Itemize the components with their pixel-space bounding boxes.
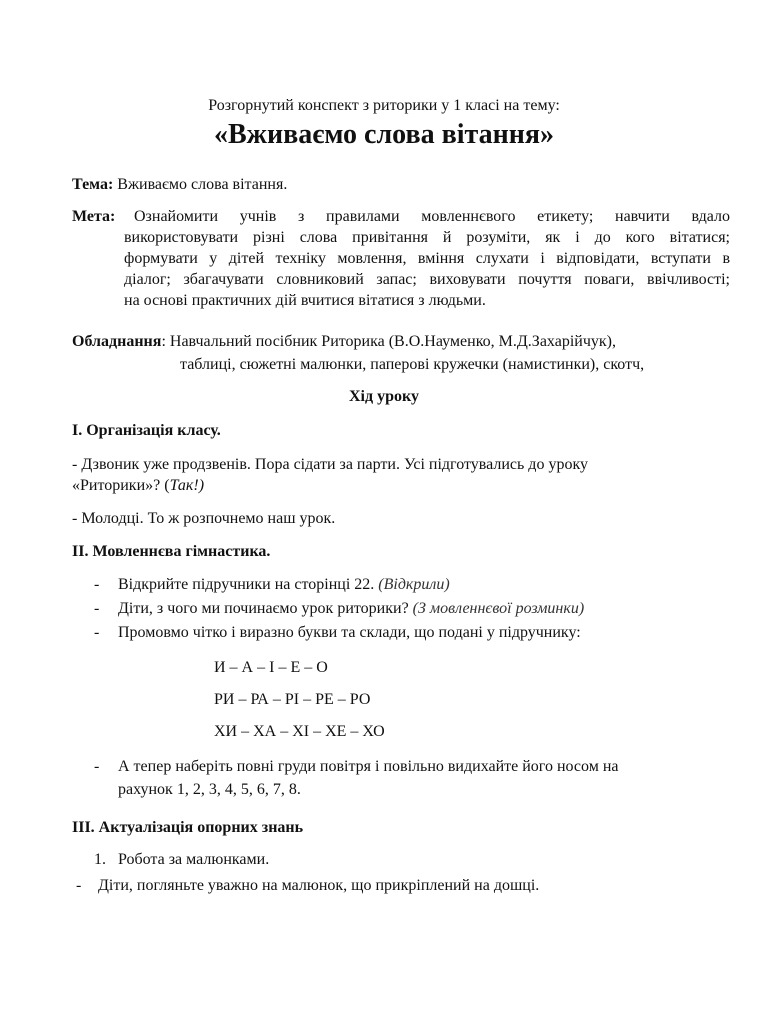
section2-item-2: [118, 598, 584, 619]
syllables-row-3: ХИ – ХА – ХІ – ХЕ – ХО: [214, 723, 385, 740]
topic-line: [72, 174, 287, 195]
section1-para1-text: «Риторики»? (: [72, 477, 170, 494]
section2-item-3: Промовмо чітко і виразно букви та склади, що подані у підручнику:: [118, 624, 581, 641]
section3-heading: ІІІ. Актуалізація опорних знань: [72, 819, 304, 836]
section1-para2: - Молодці. То ж розпочнемо наш урок.: [72, 510, 336, 527]
doc-title: «Вживаємо слова вітання»: [213, 119, 554, 150]
section2-item-2-text: Діти, з чого ми починаємо урок риторики?: [118, 600, 413, 617]
section2-bullet: -: [94, 600, 100, 617]
section3-number: 1.: [94, 851, 106, 868]
goal-line-4: діалог; збагачувати словниковий запас; виховувати почуття поваги, ввічливості;: [124, 271, 730, 288]
goal-line-3: формувати у дітей техніку мовлення, вміння слухати і відповідати, вступати в: [124, 250, 730, 267]
syllables-row-1: И – А – І – Е – О: [214, 659, 328, 676]
equipment-label: Обладнання: [72, 333, 162, 350]
topic-label: Тема:: [72, 176, 114, 193]
goal-label: Мета:: [72, 208, 116, 225]
section1-para1-answer: Так!): [169, 477, 205, 494]
goal-line-5: на основі практичних дій вчитися вітатися з людьми.: [124, 292, 486, 309]
breath-line-2: рахунок 1, 2, 3, 4, 5, 6, 7, 8.: [118, 781, 301, 798]
section1-para1-line2: [72, 475, 204, 496]
section2-item-1: [118, 574, 450, 595]
doc-subtitle: Розгорнутий конспект з риторики у 1 класі на тему:: [208, 97, 560, 114]
syllables-row-2: РИ – РА – РІ – РЕ – РО: [214, 691, 371, 708]
breath-line-1: А тепер наберіть повні груди повітря і повільно видихайте його носом на: [118, 758, 619, 775]
section2-item-1-text: Відкрийте підручники на сторінці 22.: [118, 576, 379, 593]
goal-line-1: Ознайомити учнів з правилами мовленнєвого етикету; навчити вдало: [134, 208, 730, 225]
section1-para1-line1: - Дзвоник уже продзвенів. Пора сідати за парти. Усі підготувались до уроку: [72, 456, 588, 473]
topic-text: Вживаємо слова вітання.: [113, 176, 288, 193]
section2-item-2-answer: (З мовленнєвої розминки): [412, 600, 585, 617]
section3-para1: Діти, погляньте уважно на малюнок, що прикріплений на дошці.: [98, 877, 540, 894]
section3-item-1: Робота за малюнками.: [118, 851, 270, 868]
equipment-text-1: : Навчальний посібник Риторика (В.О.Науменко, М.Д.Захарійчук),: [161, 333, 616, 350]
lesson-heading: Хід уроку: [349, 388, 419, 405]
section2-item-1-answer: (Відкрили): [378, 576, 450, 593]
equipment-line-2: таблиці, сюжетні малюнки, паперові кружечки (намистинки), скотч,: [180, 356, 645, 373]
goal-line-2: використовувати різні слова привітання й розуміти, як і до кого вітатися;: [124, 229, 730, 246]
section3-dash: -: [76, 877, 82, 894]
section2-bullet: -: [94, 624, 100, 641]
equipment-line-1: [72, 331, 616, 352]
section2-bullet: -: [94, 576, 100, 593]
section1-heading: І. Організація класу.: [72, 422, 221, 439]
section2-heading: ІІ. Мовленнєва гімнастика.: [72, 543, 271, 560]
section2-bullet: -: [94, 758, 100, 775]
